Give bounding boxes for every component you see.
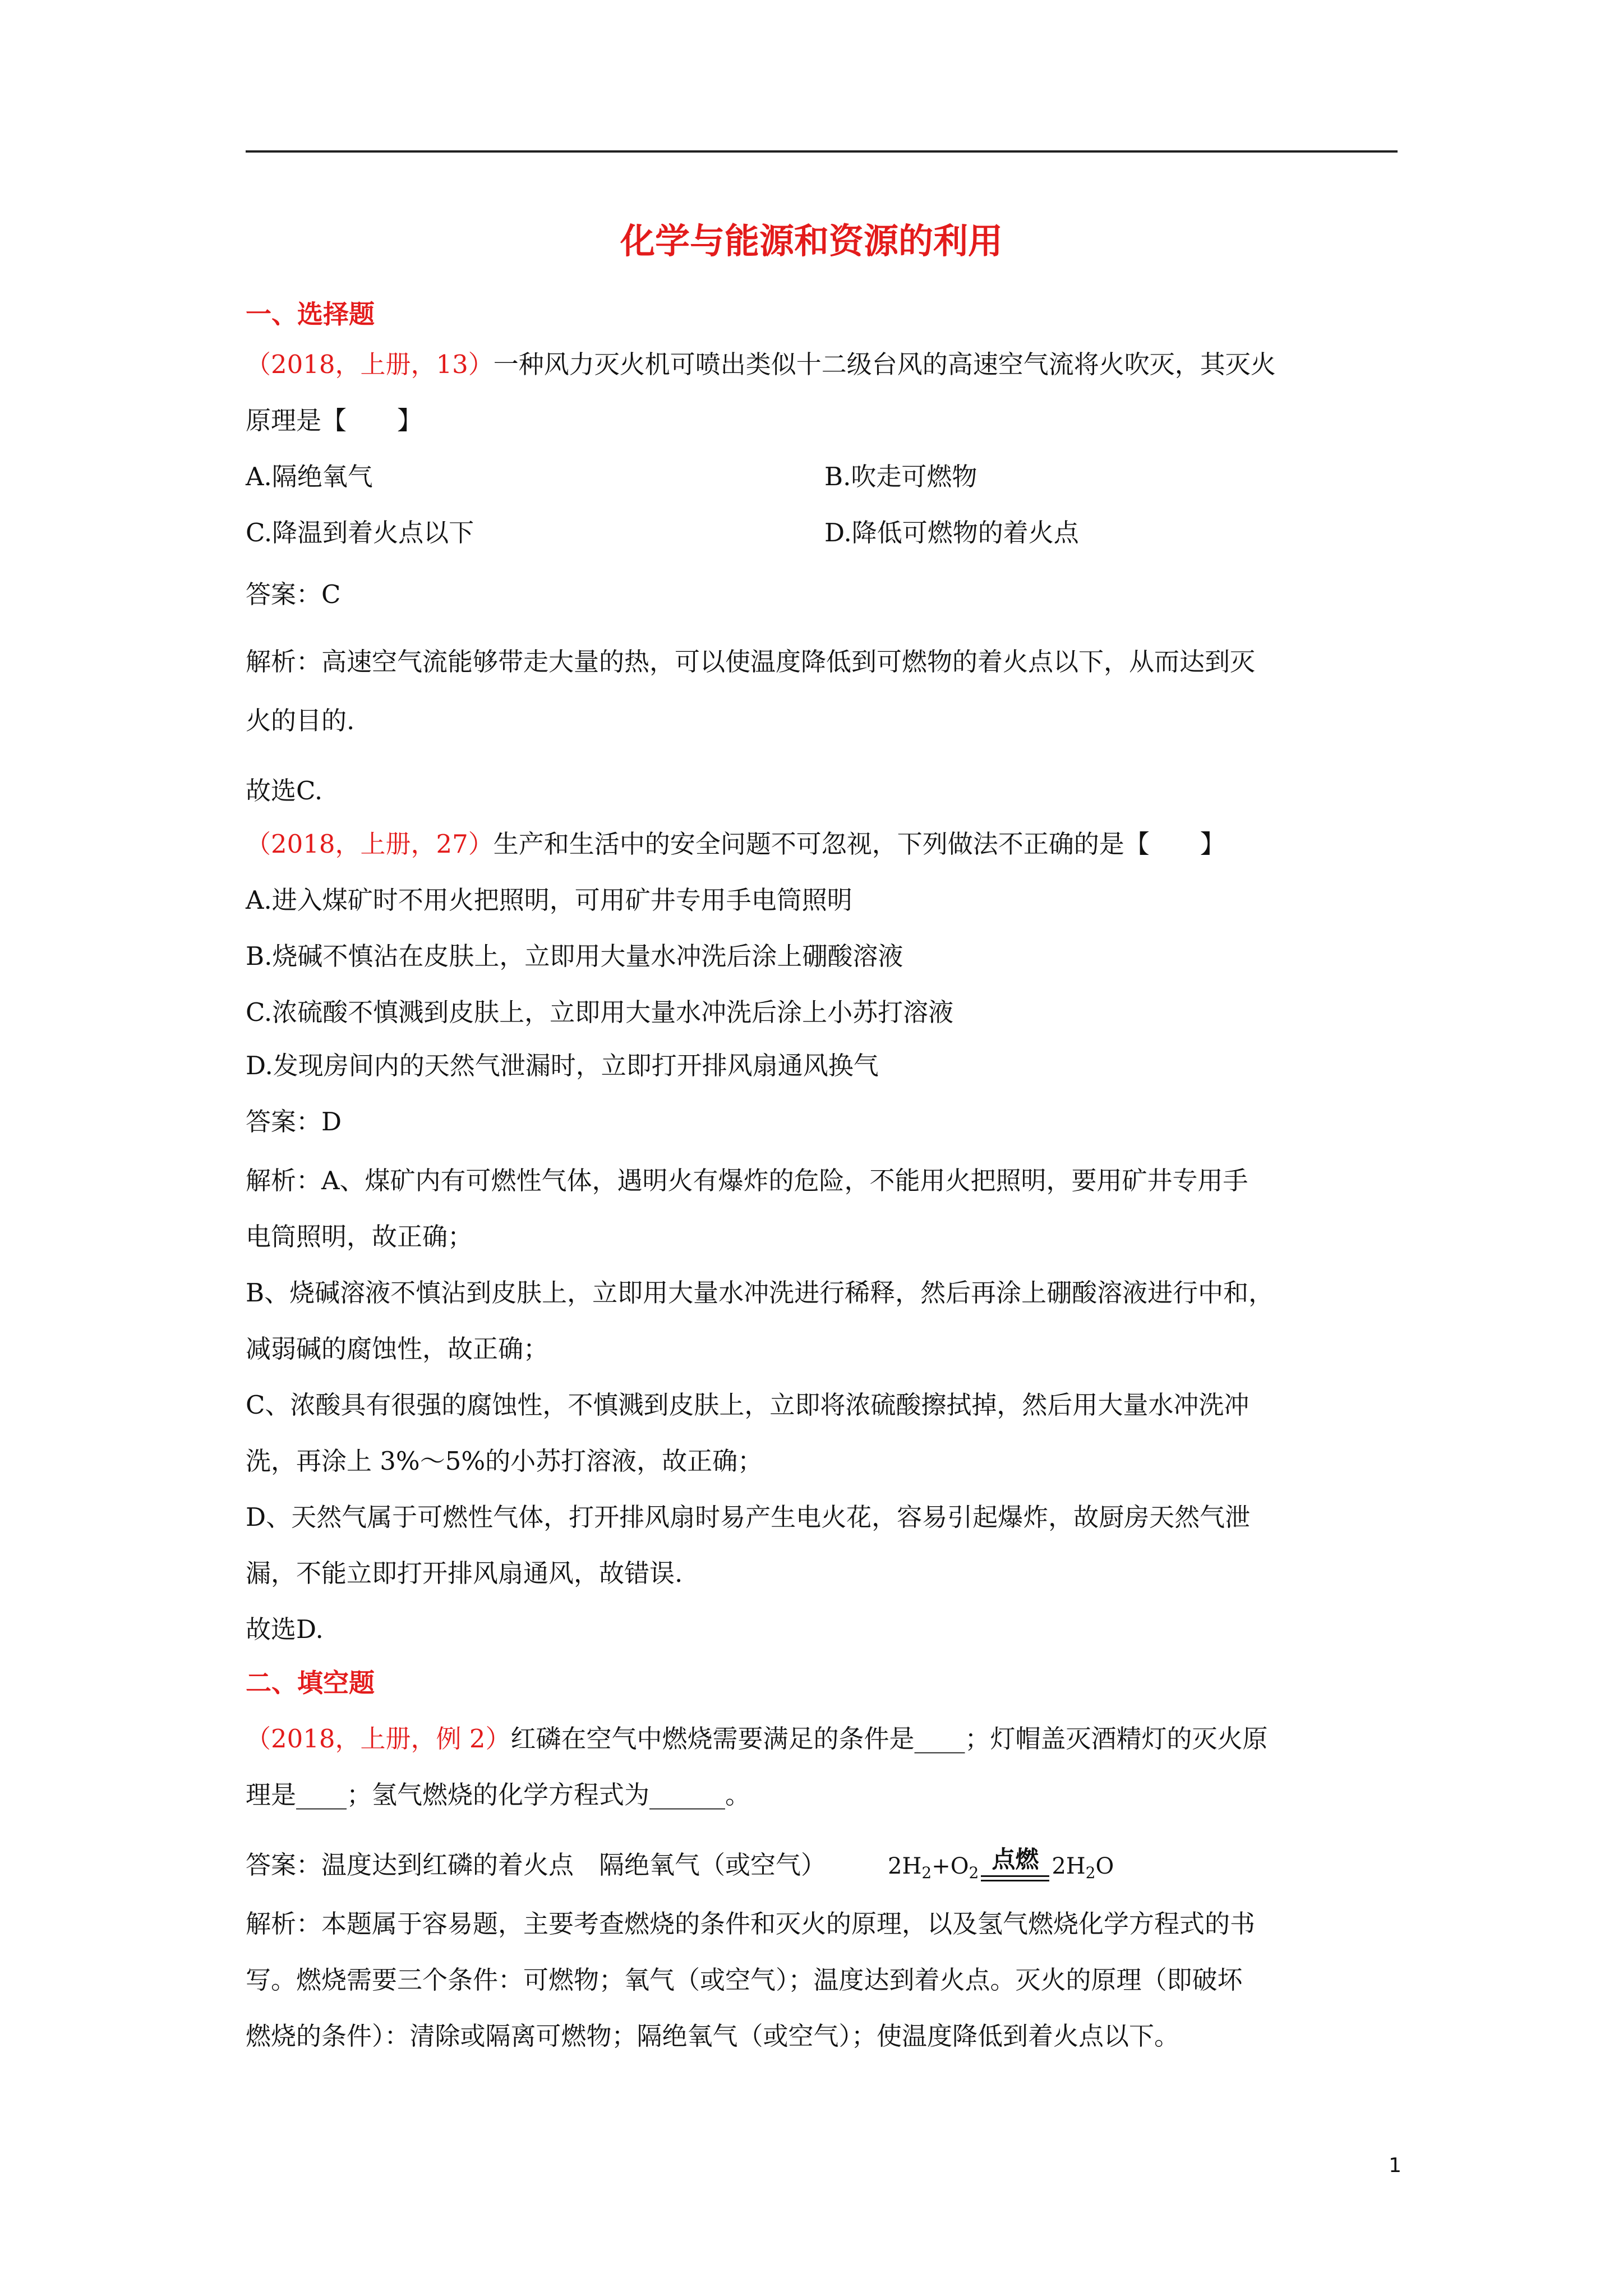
q3-analysis-line2: 写。燃烧需要三个条件：可燃物；氧气（或空气）；温度达到着火点。灭火的原理（即破坏: [246, 1965, 1243, 1995]
q3-analysis-line3: 燃烧的条件）：清除或隔离可燃物；隔绝氧气（或空气）；使温度降低到着火点以下。: [246, 2021, 1180, 2051]
q2-source: （2018，上册，27）: [246, 829, 494, 859]
eq-o-sub: 2: [969, 1864, 979, 1882]
header-rule: [246, 150, 1398, 153]
document-title: 化学与能源和资源的利用: [620, 220, 1003, 261]
q1-option-a: A.隔绝氧气: [246, 462, 373, 491]
eq-right-o: O: [1095, 1853, 1114, 1879]
q3-answer: 答案：温度达到红磷的着火点 隔绝氧气（或空气）: [246, 1850, 827, 1880]
q2-option-d: D.发现房间内的天然气泄漏时，立即打开排风扇通风换气: [246, 1051, 879, 1080]
q2-stem: [246, 827, 1401, 861]
q2-option-b: B.烧碱不慎沾在皮肤上，立即用大量水冲洗后涂上硼酸溶液: [246, 941, 903, 971]
q1-options-row2: [246, 516, 1401, 550]
q3-stem-text: 红磷在空气中燃烧需要满足的条件是____；灯帽盖灭酒精灯的灭火原: [510, 1724, 1268, 1754]
q2-stem-text: 生产和生活中的安全问题不可忽视，下列做法不正确的是【 】: [493, 829, 1225, 859]
q1-option-d: D.降低可燃物的着火点: [824, 518, 1079, 547]
reaction-condition: 点燃: [992, 1846, 1039, 1873]
q1-option-b: B.吹走可燃物: [824, 462, 978, 491]
eq-plus-o: +O: [932, 1853, 969, 1879]
eq-right-h: 2H: [1052, 1853, 1086, 1879]
q2-analysis-b-line1: B、烧碱溶液不慎沾到皮肤上，立即用大量水冲洗进行稀释，然后再涂上硼酸溶液进行中和，: [246, 1278, 1274, 1308]
q1-analysis-line2: 火的目的.: [246, 706, 355, 735]
q3-analysis-line1: 解析：本题属于容易题，主要考查燃烧的条件和灭火的原理，以及氢气燃烧化学方程式的书: [246, 1909, 1256, 1939]
page-number: 1: [1389, 2154, 1401, 2177]
q1-stem-line2: 原理是【 】: [246, 406, 423, 435]
q1-analysis-line1: 解析：高速空气流能够带走大量的热，可以使温度降低到可燃物的着火点以下，从而达到灭: [246, 647, 1256, 677]
q3-source: （2018，上册，例 2）: [246, 1724, 511, 1754]
eq-right-h-sub: 2: [1085, 1864, 1096, 1882]
q2-analysis-d-line2: 漏，不能立即打开排风扇通风，故错误.: [246, 1558, 683, 1588]
section-heading-choice: 一、选择题: [246, 299, 375, 329]
q3-stem-line2: 理是____；氢气燃烧的化学方程式为______。: [246, 1780, 751, 1810]
q2-option-a: A.进入煤矿时不用火把照明，可用矿井专用手电筒照明: [246, 885, 852, 915]
q1-source: （2018，上册，13）: [246, 349, 494, 379]
eq-left-h: 2H: [888, 1853, 922, 1879]
q2-conclusion: 故选D.: [246, 1614, 324, 1644]
q1-stem-text: 一种风力灭火机可喷出类似十二级台风的高速空气流将火吹灭，其灭火: [493, 349, 1276, 379]
section-heading-fill: 二、填空题: [246, 1668, 375, 1698]
q1-option-c: C.降温到着火点以下: [246, 518, 474, 547]
reaction-condition-arrow: [979, 1846, 1052, 1890]
q2-option-c: C.浓硫酸不慎溅到皮肤上，立即用大量水冲洗后涂上小苏打溶液: [246, 997, 954, 1027]
q2-analysis-d-line1: D、天然气属于可燃性气体，打开排风扇时易产生电火花，容易引起爆炸，故厨房天然气泄: [246, 1502, 1251, 1532]
q2-analysis-a-line2: 电筒照明，故正确；: [246, 1222, 473, 1251]
q1-stem-line1: [246, 348, 1401, 381]
eq-left-h-sub: 2: [921, 1864, 932, 1882]
q2-analysis-a-line1: 解析：A、煤矿内有可燃性气体，遇明火有爆炸的危险，不能用火把照明，要用矿井专用手: [246, 1166, 1248, 1195]
q3-stem-line1: [246, 1722, 1401, 1756]
q1-answer: 答案：C: [246, 579, 341, 609]
q3-answer-line: [246, 1848, 1401, 1890]
q1-options-row1: [246, 460, 1401, 494]
q2-analysis-c-line2: 洗，再涂上 3%～5%的小苏打溶液，故正确；: [246, 1446, 763, 1476]
q2-analysis-b-line2: 减弱碱的腐蚀性，故正确；: [246, 1334, 549, 1364]
q2-analysis-c-line1: C、浓酸具有很强的腐蚀性，不慎溅到皮肤上，立即将浓硫酸擦拭掉，然后用大量水冲洗冲: [246, 1390, 1249, 1420]
q2-answer: 答案：D: [246, 1107, 342, 1137]
hydrogen-combustion-equation: [888, 1846, 1114, 1890]
q1-conclusion: 故选C.: [246, 776, 323, 806]
